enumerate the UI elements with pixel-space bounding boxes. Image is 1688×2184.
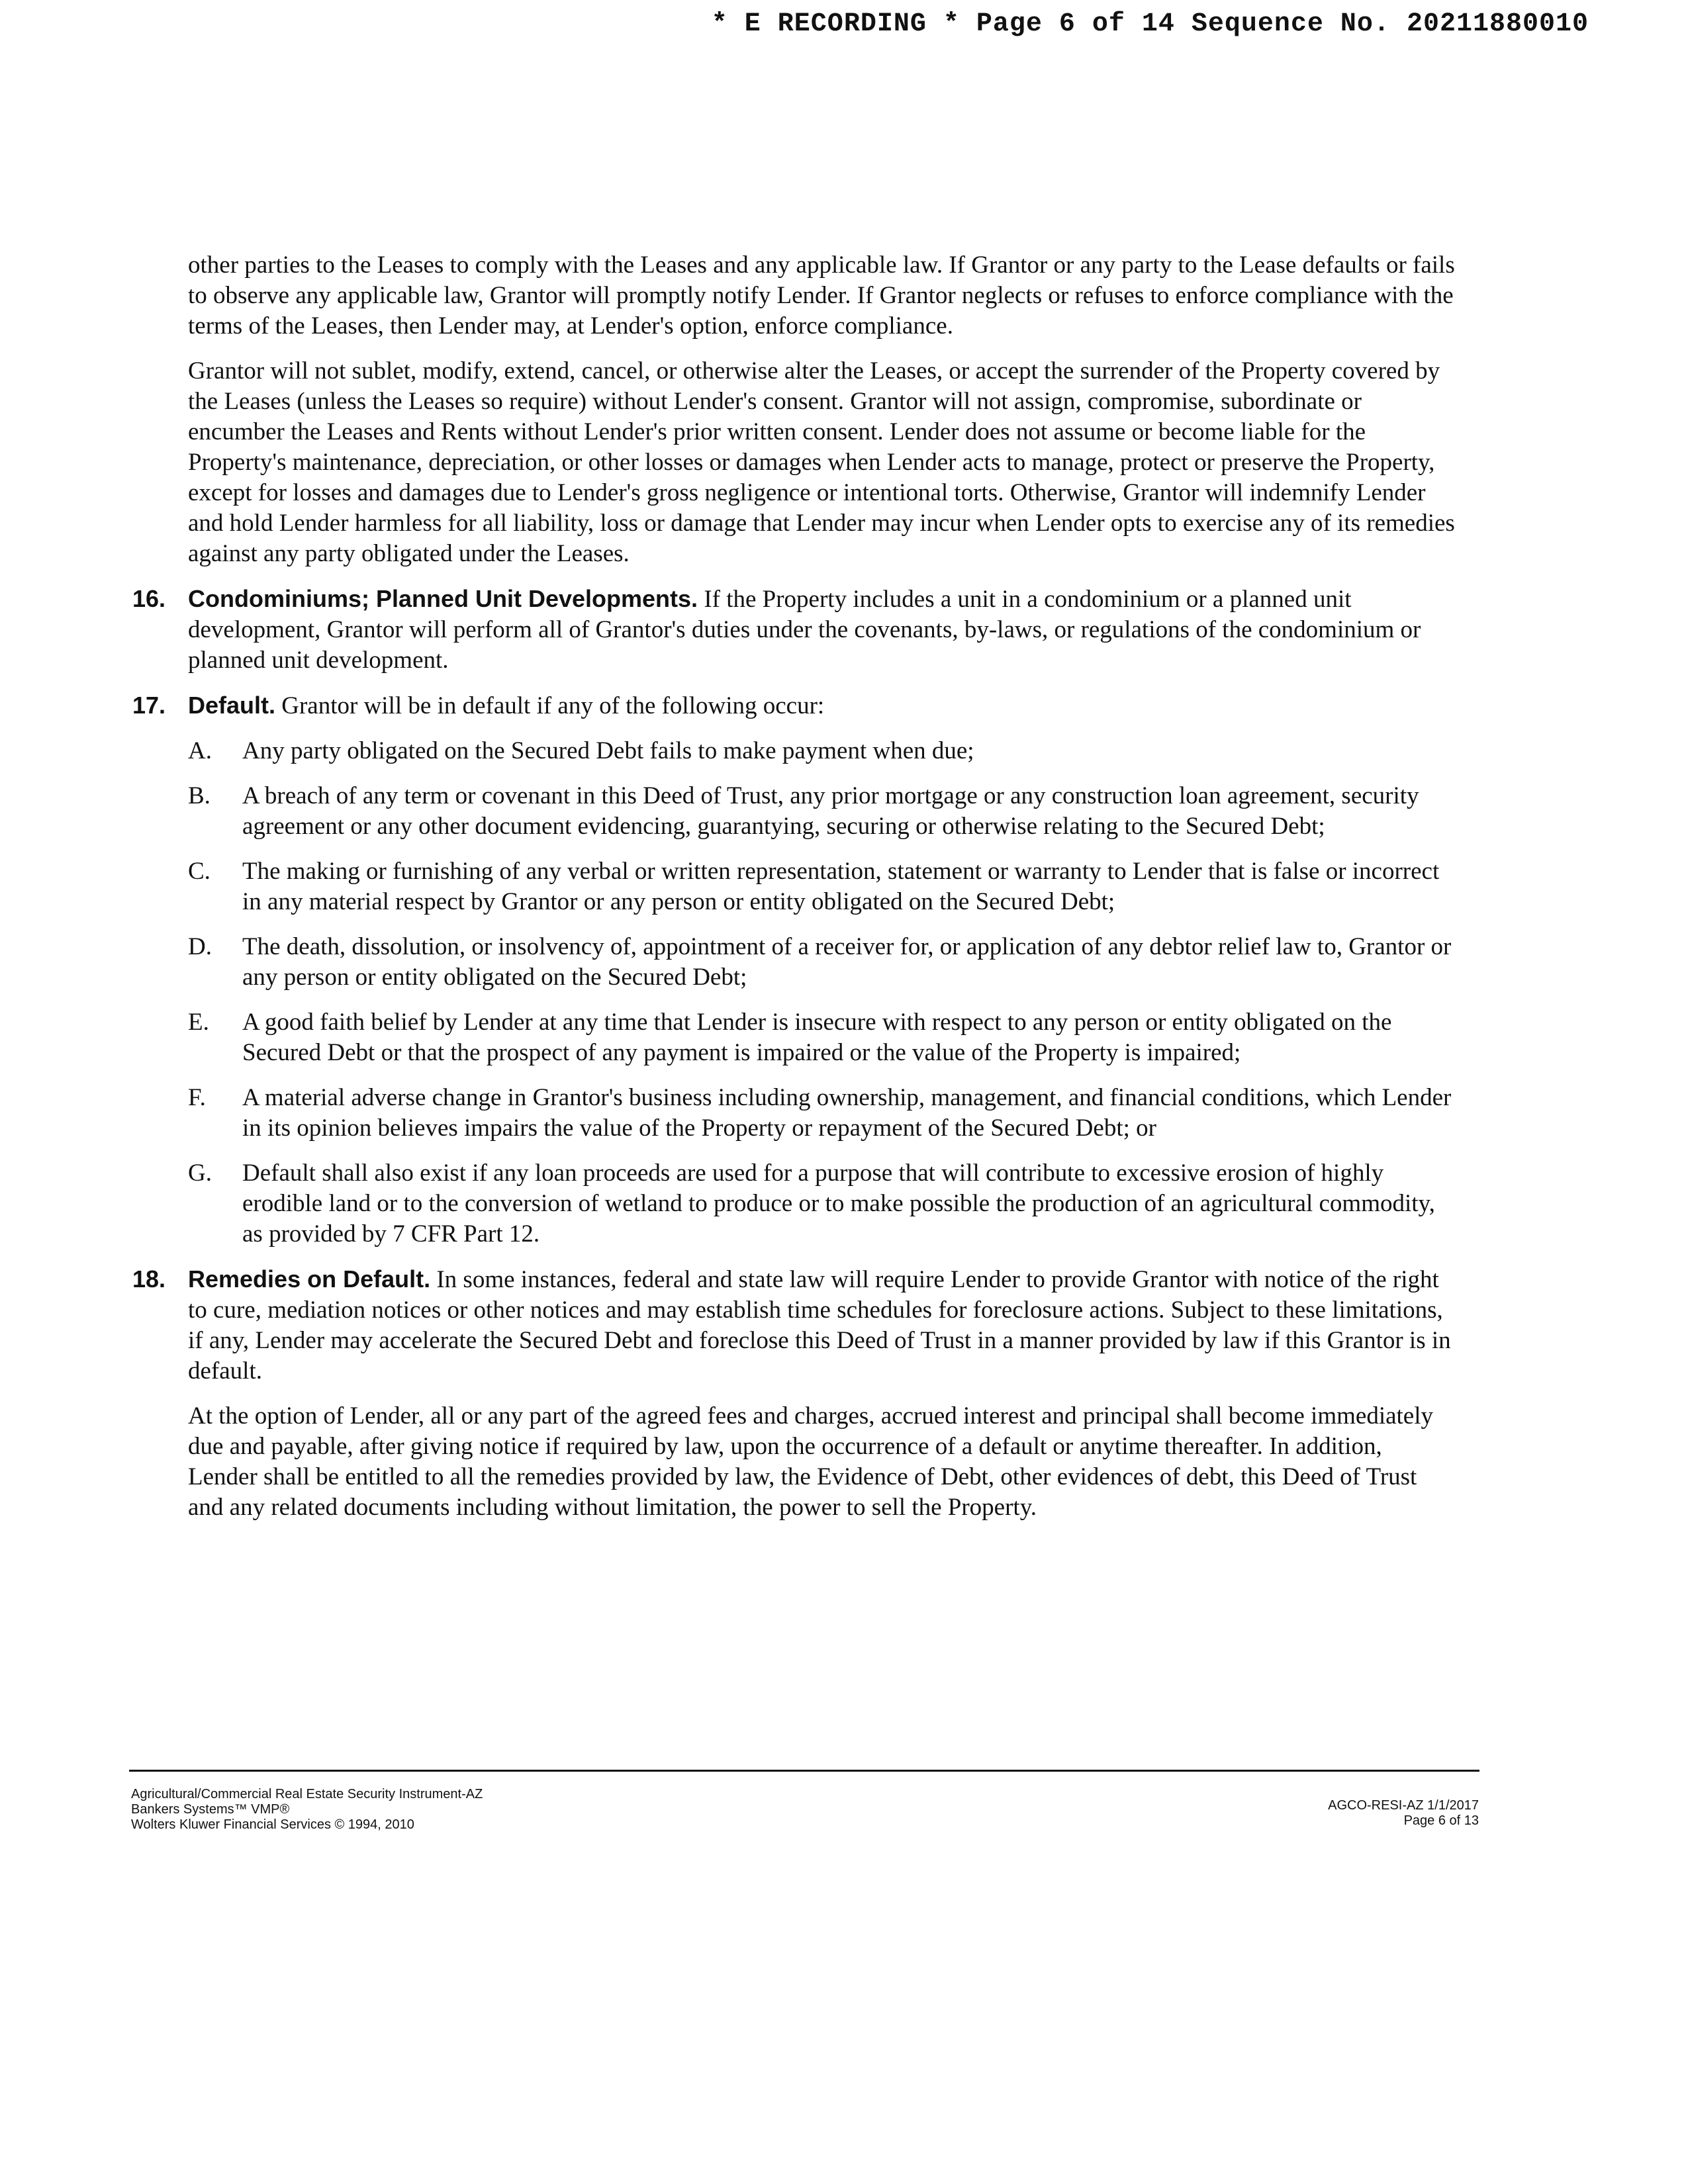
section-number: 16.	[132, 585, 166, 612]
list-item-letter: B.	[188, 782, 211, 809]
section-number: 17.	[132, 692, 166, 719]
section-text: Grantor will be in default if any of the following occur:	[281, 692, 825, 719]
section-title: Remedies on Default.	[188, 1265, 431, 1293]
recording-stamp: * E RECORDING * Page 6 of 14 Sequence No. 20211880010	[711, 9, 1589, 39]
list-item	[188, 736, 1456, 766]
section-16	[132, 584, 1456, 676]
list-item-letter: C.	[188, 858, 211, 885]
intro-paragraph: other parties to the Leases to comply with the Leases and any applicable law. If Grantor or any party to the Lease defaults or fails to observe any applicable law, Grantor will promptly notify Lender. If Grantor neglects or refuses to enforce compliance with the terms of the Leases, then Lender may, at Lender's option, enforce compliance.	[188, 251, 1455, 340]
list-item-text: Default shall also exist if any loan proceeds are used for a purpose that will contribute to excessive erosion of highly erodible land or to the conversion of wetland to produce or to make possible the production of an agricultural commodity, as provided by 7 CFR Part 12.	[242, 1160, 1435, 1248]
form-code: AGCO-RESI-AZ 1/1/2017	[1328, 1798, 1479, 1813]
document-body	[132, 250, 1456, 1537]
form-publisher: Bankers Systems™ VMP®	[131, 1802, 290, 1817]
footer-divider	[129, 1770, 1479, 1772]
page-number: Page 6 of 13	[1403, 1813, 1479, 1828]
list-item	[188, 1007, 1456, 1068]
section-17	[132, 690, 1456, 1250]
section-text: In some instances, federal and state law will require Lender to provide Grantor with notice of the right to cure, mediation notices or other notices and may establish time schedules for foreclosure actions. Subject to these limitations, if any, Lender may accelerate the Secured Debt and foreclose this Deed of Trust in a manner provided by law if this Grantor is in default.	[188, 1266, 1451, 1385]
section-text: If the Property includes a unit in a condominium or a planned unit development, Grantor will perform all of Grantor's duties under the covenants, by-laws, or regulations of the condominium or planned unit development.	[188, 586, 1421, 674]
list-item-letter: A.	[188, 737, 212, 764]
section-title: Condominiums; Planned Unit Developments.	[188, 585, 698, 612]
form-identification	[131, 1787, 483, 1833]
list-item-letter: D.	[188, 933, 212, 960]
form-title: Agricultural/Commercial Real Estate Security Instrument-AZ	[131, 1787, 483, 1801]
list-item-letter: E.	[188, 1009, 209, 1036]
list-item-text: A material adverse change in Grantor's business including ownership, management, and financial conditions, which Lender in its opinion believes impairs the value of the Property or repayment of the Secured Debt; or	[242, 1084, 1452, 1142]
default-conditions-list	[188, 736, 1456, 1250]
form-copyright: Wolters Kluwer Financial Services © 1994, 2010	[131, 1817, 414, 1832]
list-item-letter: F.	[188, 1084, 206, 1111]
list-item-text: The making or furnishing of any verbal or written representation, statement or warranty to Lender that is false or incorrect in any material respect by Grantor or any person or entity obligated on the Secured Debt;	[242, 858, 1440, 915]
list-item	[188, 781, 1456, 842]
list-item-text: The death, dissolution, or insolvency of, appointment of a receiver for, or application of any debtor relief law to, Grantor or any person or entity obligated on the Secured Debt;	[242, 933, 1452, 991]
list-item-letter: G.	[188, 1160, 212, 1187]
section-18	[132, 1264, 1456, 1523]
intro-paragraph: Grantor will not sublet, modify, extend, cancel, or otherwise alter the Leases, or accept the surrender of the Property covered by the Leases (unless the Leases so require) without Lender's consent. Grantor will not assign, compromise, subordinate or encumber the Leases and Rents without Lender's prior written consent. Lender does not assume or become liable for the Property's maintenance, depreciation, or other losses or damages when Lender acts to manage, protect or preserve the Property, except for losses and damages due to Lender's gross negligence or intentional torts. Otherwise, Grantor will indemnify Lender and hold Lender harmless for all liability, loss or damage that Lender may incur when Lender opts to exercise any of its remedies against any party obligated under the Leases.	[188, 357, 1455, 567]
list-item	[188, 856, 1456, 917]
section-number: 18.	[132, 1265, 166, 1293]
list-item-text: A good faith belief by Lender at any time that Lender is insecure with respect to any person or entity obligated on the Secured Debt or that the prospect of any payment is impaired or the value of the Property is impaired;	[242, 1009, 1392, 1066]
list-item-text: A breach of any term or covenant in this Deed of Trust, any prior mortgage or any construction loan agreement, security agreement or any other document evidencing, guarantying, securing or otherwise relating to the Secured Debt;	[242, 782, 1419, 840]
list-item	[188, 1083, 1456, 1144]
section-tail-paragraph: At the option of Lender, all or any part of the agreed fees and charges, accrued interest and principal shall become immediately due and payable, after giving notice if required by law, upon the occurrence of a default or anytime thereafter. In addition, Lender shall be entitled to all the remedies provided by law, the Evidence of Debt, other evidences of debt, this Deed of Trust and any related documents including without limitation, the power to sell the Property.	[188, 1402, 1434, 1521]
list-item	[188, 1158, 1456, 1250]
list-item	[188, 932, 1456, 993]
form-code-block	[1328, 1798, 1479, 1829]
list-item-text: Any party obligated on the Secured Debt fails to make payment when due;	[242, 737, 974, 764]
section-title: Default.	[188, 692, 276, 719]
